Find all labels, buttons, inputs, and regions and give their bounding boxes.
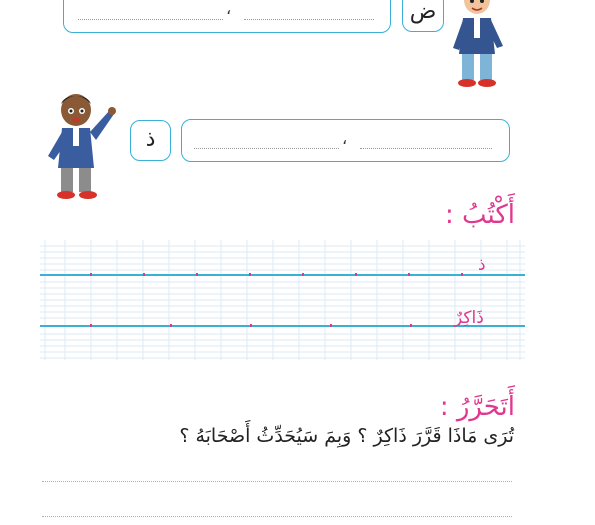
boy-illustration-pointing	[42, 92, 117, 202]
answer-dotted-line	[78, 19, 223, 20]
letter-box-middle	[130, 120, 171, 161]
answer-line-1[interactable]	[42, 481, 512, 482]
write-heading: أَكْتُبُ :	[444, 200, 515, 230]
letter-dad: ض	[409, 0, 437, 24]
boy-illustration-top	[447, 0, 507, 90]
answer-line-2[interactable]	[42, 516, 512, 517]
separator-comma: ،	[226, 0, 232, 18]
free-writing-heading: أَتَحَرَّرُ :	[439, 392, 515, 422]
answer-dotted-line	[360, 148, 492, 149]
handwriting-grid	[40, 240, 525, 360]
letter-box-top	[402, 0, 444, 32]
model-word-dhakir: ذَاكِرٌ	[454, 308, 484, 328]
question-text: تُرَى مَاذَا قَرَّرَ ذَاكِرٌ ؟ وَبِمَ سَيُحَدِّثُ أَصْحَابَهُ ؟	[179, 425, 514, 447]
separator-comma: ،	[342, 129, 348, 148]
answer-dotted-line	[194, 148, 339, 149]
answer-dotted-line	[244, 19, 374, 20]
answer-box-middle[interactable]	[181, 119, 510, 162]
model-letter-dhal: ذ	[478, 255, 486, 275]
answer-box-top[interactable]	[63, 0, 391, 33]
letter-dhal: ذ	[145, 127, 156, 152]
